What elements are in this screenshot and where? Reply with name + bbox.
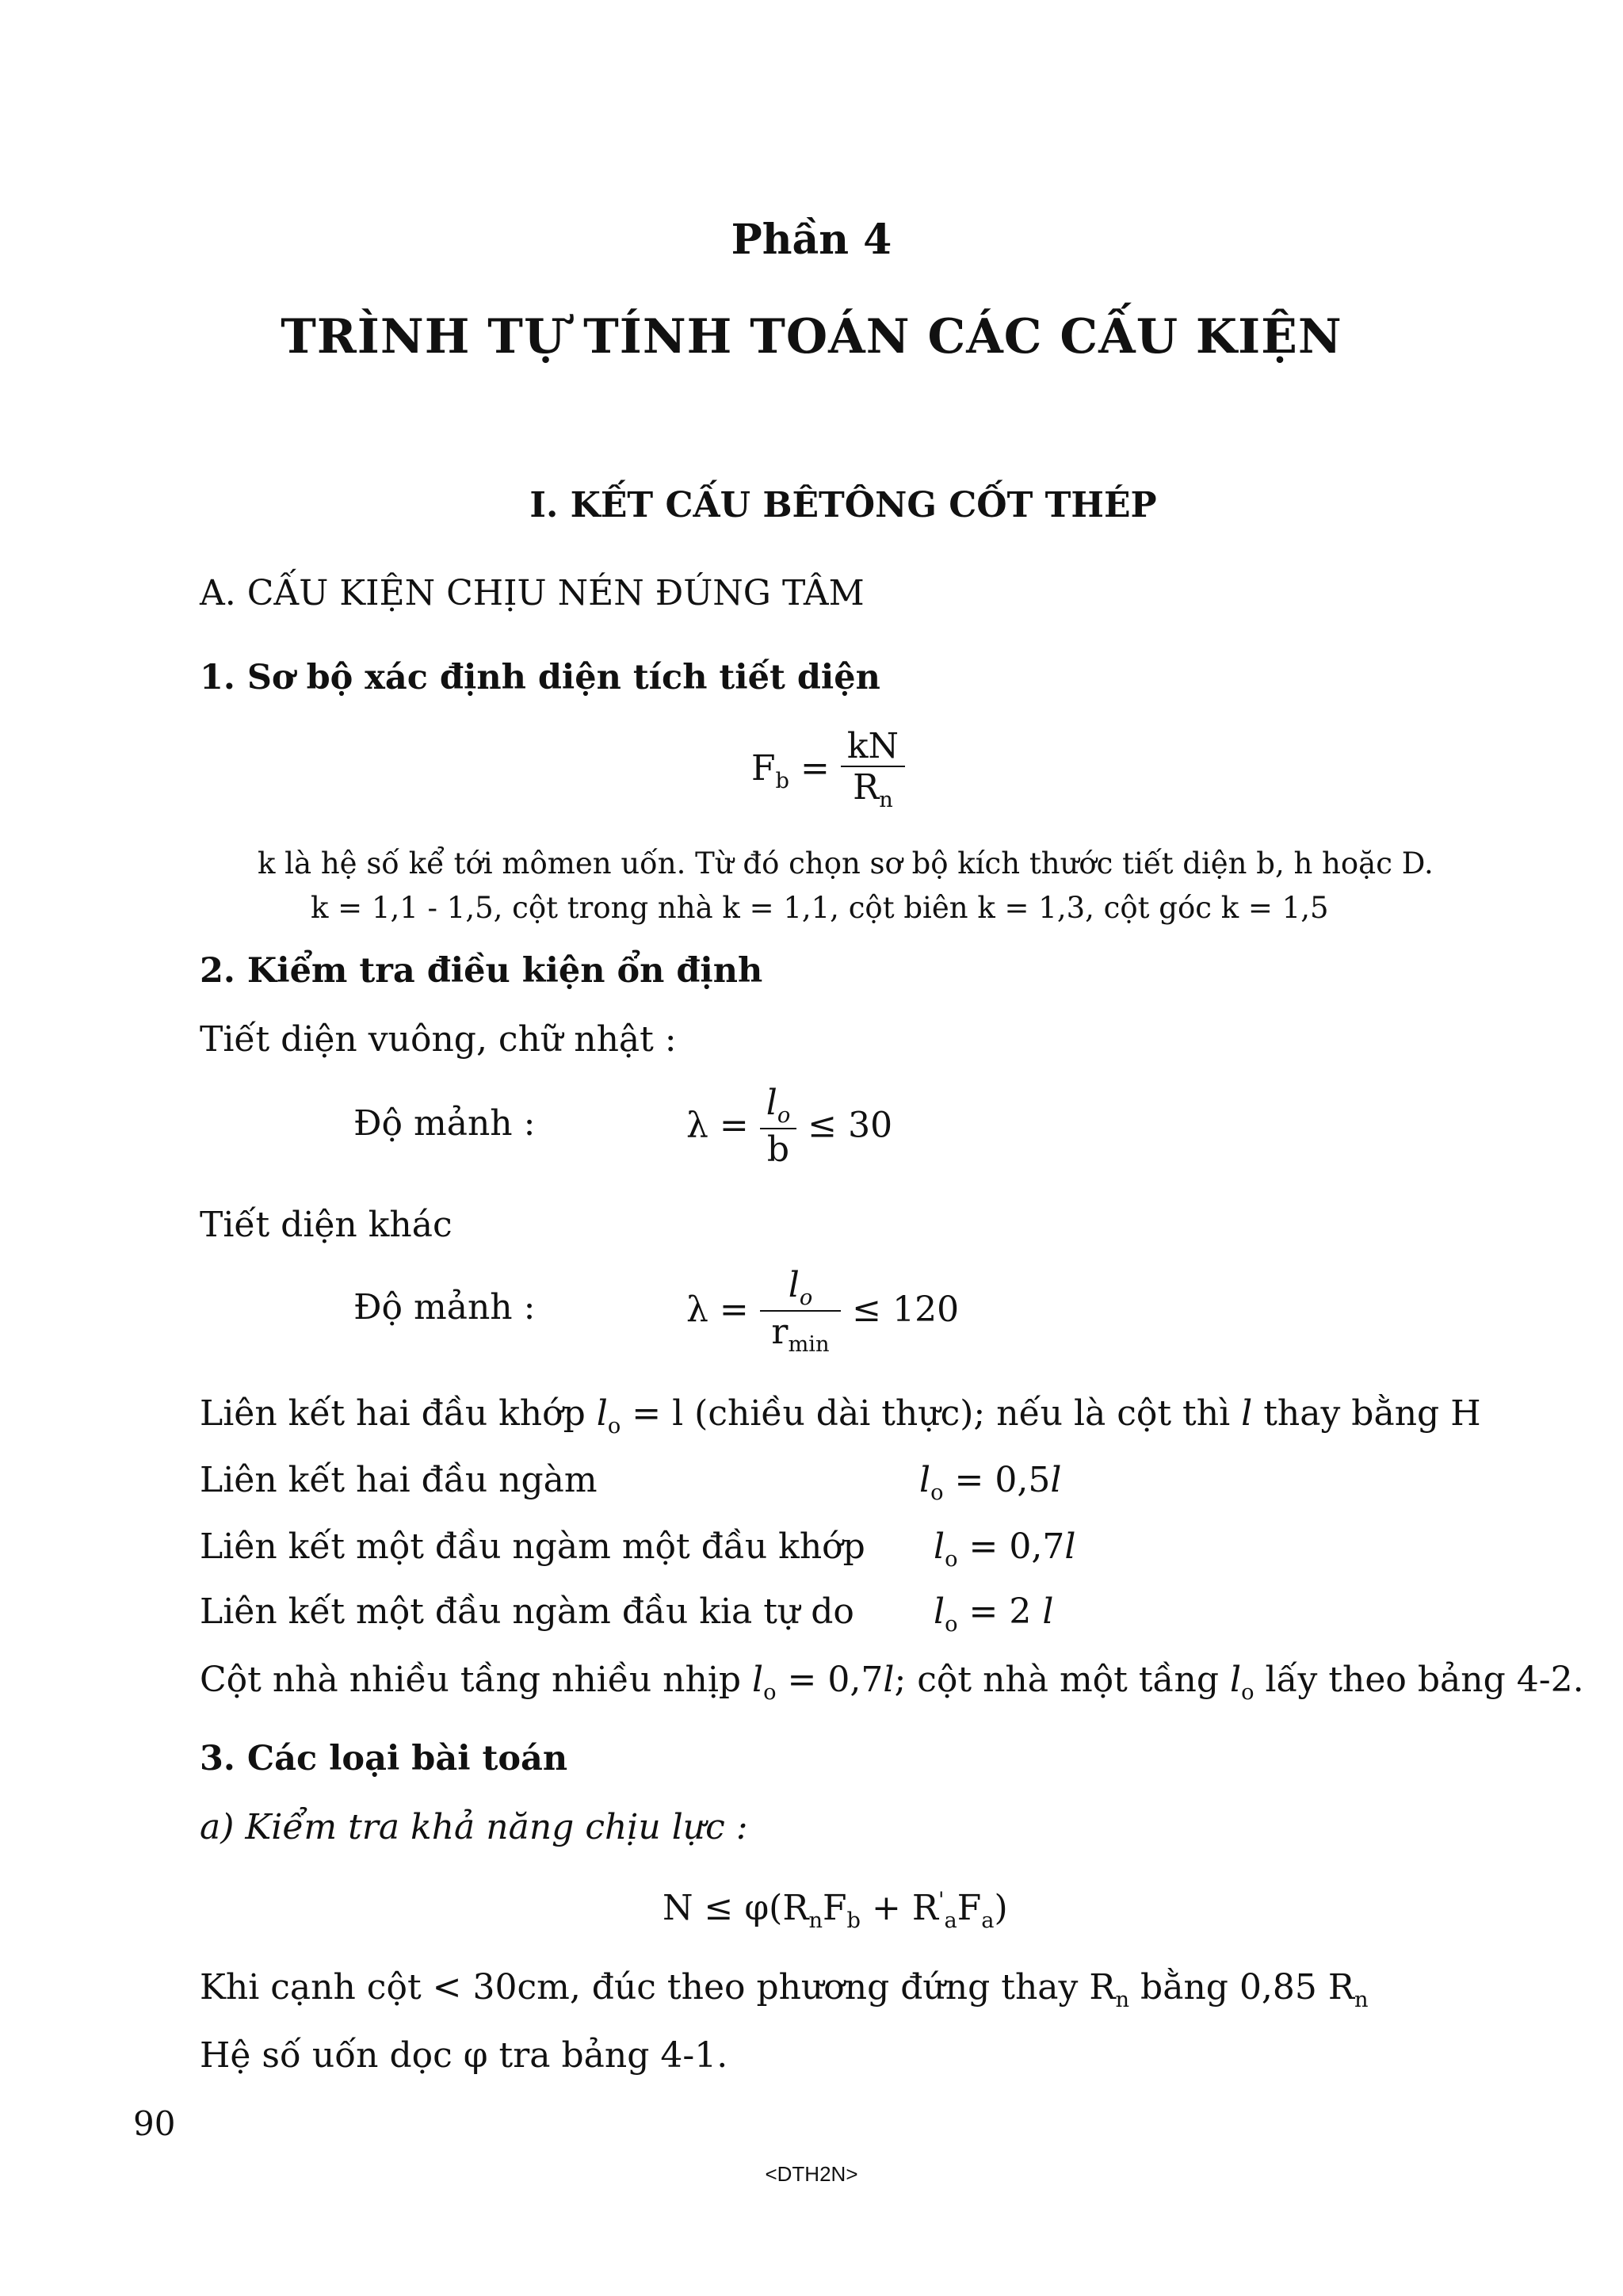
footer-mark: <DTH2N>	[765, 2162, 858, 2186]
formula-fb-num: kN	[841, 728, 905, 767]
line-column-edge: Khi cạnh cột < 30cm, đúc theo phương đứng thay $R_n$ bằng 0,85 $R_n$	[200, 1967, 1369, 2012]
page-number: 90	[133, 2104, 176, 2143]
subsection-title: A. CẤU KIỆN CHỊU NÉN ĐÚNG TÂM	[200, 573, 865, 613]
formula-lambda-2	[686, 1266, 959, 1358]
formula-lambda-2-fraction: $\frac{l_o}{r_{min}}$	[760, 1266, 842, 1358]
formula-fb	[751, 728, 905, 814]
sub-heading-a: a) Kiểm tra khả năng chịu lực :	[200, 1807, 748, 1847]
formula-lambda-1-fraction: $\frac{l_o}{b}$	[760, 1084, 797, 1171]
formula-lambda-1-lhs: λ =	[686, 1105, 749, 1146]
formula-fb-fraction	[841, 728, 905, 814]
case-square: Tiết diện vuông, chữ nhật :	[200, 1019, 677, 1060]
formula-lambda-1	[686, 1084, 892, 1171]
slenderness-label-1: Độ mảnh :	[353, 1103, 536, 1144]
line-multistory: Cột nhà nhiều tầng nhiều nhịp $l_o = 0,7l$; cột nhà một tầng $l_o$ lấy theo bảng 4-2.	[200, 1660, 1584, 1705]
part-title: Phần 4	[731, 216, 892, 264]
row-cantilever-value: $l_o = 2$ l	[934, 1591, 1054, 1637]
section-title: I. KẾT CẤU BÊTÔNG CỐT THÉP	[529, 485, 1157, 525]
row-fixed-hinged-label: Liên kết một đầu ngàm một đầu khớp	[200, 1526, 865, 1567]
row-fixed-hinged-value: $l_o = 0,7l$	[934, 1526, 1076, 1572]
case-other: Tiết diện khác	[200, 1205, 453, 1245]
row-fixed-label: Liên kết hai đầu ngàm	[200, 1460, 598, 1500]
formula-lambda-2-rhs: ≤ 120	[852, 1289, 960, 1331]
heading-1: 1. Sơ bộ xác định diện tích tiết diện	[200, 658, 880, 697]
formula-fb-lhs-sub: b	[775, 768, 789, 793]
heading-2: 2. Kiểm tra điều kiện ổn định	[200, 951, 763, 991]
formula-fb-eq: =	[800, 747, 830, 789]
slenderness-label-2: Độ mảnh :	[353, 1287, 536, 1328]
row-cantilever-label: Liên kết một đầu ngàm đầu kia tự do	[200, 1591, 854, 1632]
note-k-1: k là hệ số kể tới mômen uốn. Từ đó chọn sơ bộ kích thước tiết diện b, h hoặc D.	[258, 846, 1434, 881]
formula-lambda-2-lhs: λ =	[686, 1289, 749, 1331]
formula-lambda-1-rhs: ≤ 30	[808, 1105, 893, 1146]
chapter-title: TRÌNH TỰ TÍNH TOÁN CÁC CẤU KIỆN	[281, 309, 1342, 365]
formula-fb-lhs: F	[751, 747, 776, 789]
line-hinged: Liên kết hai đầu khớp $l_o = l$ (chiều dài thực); nếu là cột thì l thay bằng H	[200, 1393, 1481, 1438]
heading-3: 3. Các loại bài toán	[200, 1739, 568, 1778]
line-buckling-coeff: Hệ số uốn dọc φ tra bảng 4-1.	[200, 2035, 728, 2076]
note-k-2: k = 1,1 - 1,5, cột trong nhà k = 1,1, cột biên k = 1,3, cột góc k = 1,5	[311, 891, 1329, 925]
formula-capacity: $N \le \varphi(R_nF_b + R'_aF_a)$	[663, 1888, 1008, 1933]
formula-fb-den: $R_n$	[853, 767, 893, 813]
row-fixed-value: $l_o = 0,5l$	[919, 1460, 1062, 1505]
